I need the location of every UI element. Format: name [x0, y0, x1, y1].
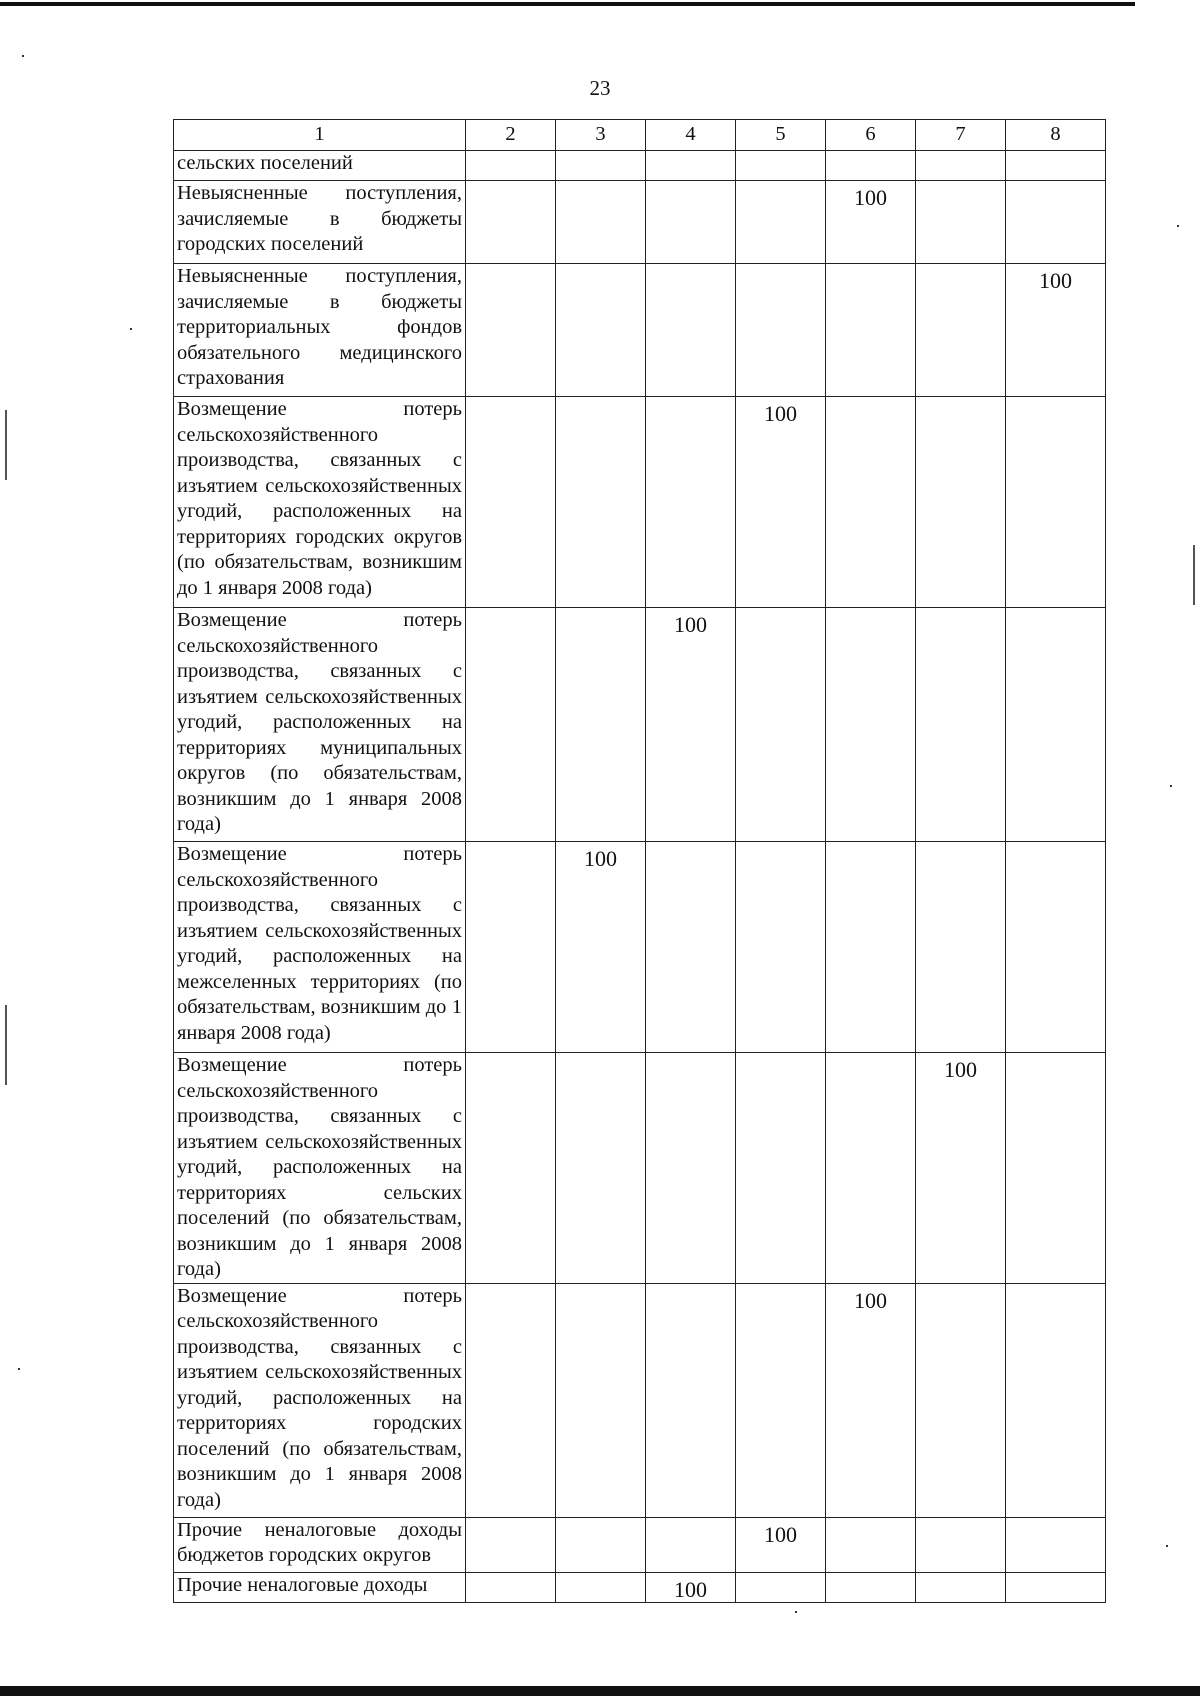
empty-cell: [1006, 842, 1106, 1053]
empty-cell: [556, 264, 646, 397]
empty-cell: [556, 181, 646, 264]
empty-cell: [646, 842, 736, 1053]
revenue-distribution-table: [173, 119, 1106, 1603]
table-row: [174, 608, 1106, 842]
revenue-description: Возмещение потерь сельскохозяйственного производства, связанных с изъятием сельскохозяйственных угодий, расположенных на межселенных территориях (по обязательствам, возникшим до 1 января 2008 года): [174, 842, 466, 1053]
empty-cell: [1006, 1283, 1106, 1517]
allocation-percent: 100: [826, 181, 916, 264]
allocation-percent: 100: [916, 1053, 1006, 1284]
empty-cell: [736, 151, 826, 181]
empty-cell: [646, 264, 736, 397]
empty-cell: [916, 181, 1006, 264]
empty-cell: [646, 397, 736, 608]
empty-cell: [826, 264, 916, 397]
scan-border-top: [0, 2, 1135, 6]
empty-cell: [1006, 1572, 1106, 1603]
empty-cell: [1006, 151, 1106, 181]
empty-cell: [916, 1517, 1006, 1572]
empty-cell: [556, 151, 646, 181]
revenue-description: Прочие неналоговые доходы: [174, 1572, 466, 1603]
empty-cell: [556, 1517, 646, 1572]
empty-cell: [1006, 1053, 1106, 1284]
allocation-percent: 100: [556, 842, 646, 1053]
empty-cell: [646, 151, 736, 181]
empty-cell: [916, 264, 1006, 397]
empty-cell: [826, 608, 916, 842]
revenue-description: Невыясненные поступления, зачисляемые в бюджеты городских поселений: [174, 181, 466, 264]
revenue-description: Возмещение потерь сельскохозяйственного производства, связанных с изъятием сельскохозяйственных угодий, расположенных на территориях городских поселений (по обязательствам, возникшим до 1 января 2008 года): [174, 1283, 466, 1517]
scan-border-bottom: [0, 1686, 1200, 1696]
empty-cell: [1006, 397, 1106, 608]
revenue-description: Прочие неналоговые доходы бюджетов городских округов: [174, 1517, 466, 1572]
empty-cell: [646, 1283, 736, 1517]
table-row: [174, 264, 1106, 397]
scan-speck: [1170, 785, 1172, 787]
allocation-percent: 100: [1006, 264, 1106, 397]
scan-speck: [1177, 225, 1179, 227]
table-row: [174, 151, 1106, 181]
column-header: 2: [466, 120, 556, 151]
empty-cell: [736, 264, 826, 397]
empty-cell: [1006, 181, 1106, 264]
table-row: [174, 397, 1106, 608]
scan-speck: [795, 1611, 797, 1613]
revenue-description: Возмещение потерь сельскохозяйственного производства, связанных с изъятием сельскохозяйственных угодий, расположенных на территориях сельских поселений (по обязательствам, возникшим до 1 января 2008 года): [174, 1053, 466, 1284]
empty-cell: [466, 181, 556, 264]
allocation-percent: 100: [736, 1517, 826, 1572]
scan-margin-mark: [5, 1005, 7, 1085]
column-header: 1: [174, 120, 466, 151]
empty-cell: [1006, 608, 1106, 842]
allocation-percent: 100: [646, 1572, 736, 1603]
scan-speck: [1166, 1545, 1168, 1547]
table-row: [174, 1283, 1106, 1517]
empty-cell: [826, 1572, 916, 1603]
empty-cell: [1006, 1517, 1106, 1572]
empty-cell: [736, 1572, 826, 1603]
empty-cell: [826, 1517, 916, 1572]
scan-margin-mark: [1193, 545, 1195, 605]
table-row: [174, 181, 1106, 264]
empty-cell: [466, 1053, 556, 1284]
empty-cell: [556, 397, 646, 608]
empty-cell: [736, 1283, 826, 1517]
empty-cell: [736, 842, 826, 1053]
revenue-description: Возмещение потерь сельскохозяйственного производства, связанных с изъятием сельскохозяйственных угодий, расположенных на территориях городских округов (по обязательствам, возникшим до 1 января 2008 года): [174, 397, 466, 608]
column-header: 5: [736, 120, 826, 151]
column-number-row: [174, 120, 1106, 151]
page-number: 23: [589, 76, 611, 100]
empty-cell: [466, 151, 556, 181]
empty-cell: [466, 264, 556, 397]
empty-cell: [826, 1053, 916, 1284]
empty-cell: [736, 181, 826, 264]
scan-speck: [18, 1368, 20, 1370]
table-row: [174, 1053, 1106, 1284]
empty-cell: [556, 608, 646, 842]
empty-cell: [826, 151, 916, 181]
empty-cell: [466, 397, 556, 608]
table-row: [174, 1572, 1106, 1603]
allocation-percent: 100: [826, 1283, 916, 1517]
empty-cell: [556, 1283, 646, 1517]
scan-speck: [22, 55, 24, 57]
scan-speck: [130, 328, 132, 330]
empty-cell: [736, 608, 826, 842]
empty-cell: [916, 1572, 1006, 1603]
allocation-percent: 100: [646, 608, 736, 842]
column-header: 3: [556, 120, 646, 151]
empty-cell: [826, 397, 916, 608]
empty-cell: [466, 608, 556, 842]
column-header: 7: [916, 120, 1006, 151]
empty-cell: [916, 608, 1006, 842]
scan-margin-mark: [5, 410, 7, 480]
empty-cell: [466, 1283, 556, 1517]
revenue-description: Возмещение потерь сельскохозяйственного производства, связанных с изъятием сельскохозяйственных угодий, расположенных на территориях муниципальных округов (по обязательствам, возникшим до 1 января 2008 года): [174, 608, 466, 842]
empty-cell: [466, 1572, 556, 1603]
empty-cell: [646, 181, 736, 264]
empty-cell: [466, 1517, 556, 1572]
empty-cell: [466, 842, 556, 1053]
column-header: 8: [1006, 120, 1106, 151]
revenue-description: сельских поселений: [174, 151, 466, 181]
table-row: [174, 842, 1106, 1053]
empty-cell: [916, 1283, 1006, 1517]
empty-cell: [556, 1053, 646, 1284]
column-header: 6: [826, 120, 916, 151]
empty-cell: [736, 1053, 826, 1284]
empty-cell: [646, 1053, 736, 1284]
empty-cell: [826, 842, 916, 1053]
revenue-description: Невыясненные поступления, зачисляемые в бюджеты территориальных фондов обязательного медицинского страхования: [174, 264, 466, 397]
empty-cell: [916, 842, 1006, 1053]
empty-cell: [916, 151, 1006, 181]
empty-cell: [556, 1572, 646, 1603]
column-header: 4: [646, 120, 736, 151]
empty-cell: [916, 397, 1006, 608]
empty-cell: [646, 1517, 736, 1572]
table-row: [174, 1517, 1106, 1572]
allocation-percent: 100: [736, 397, 826, 608]
